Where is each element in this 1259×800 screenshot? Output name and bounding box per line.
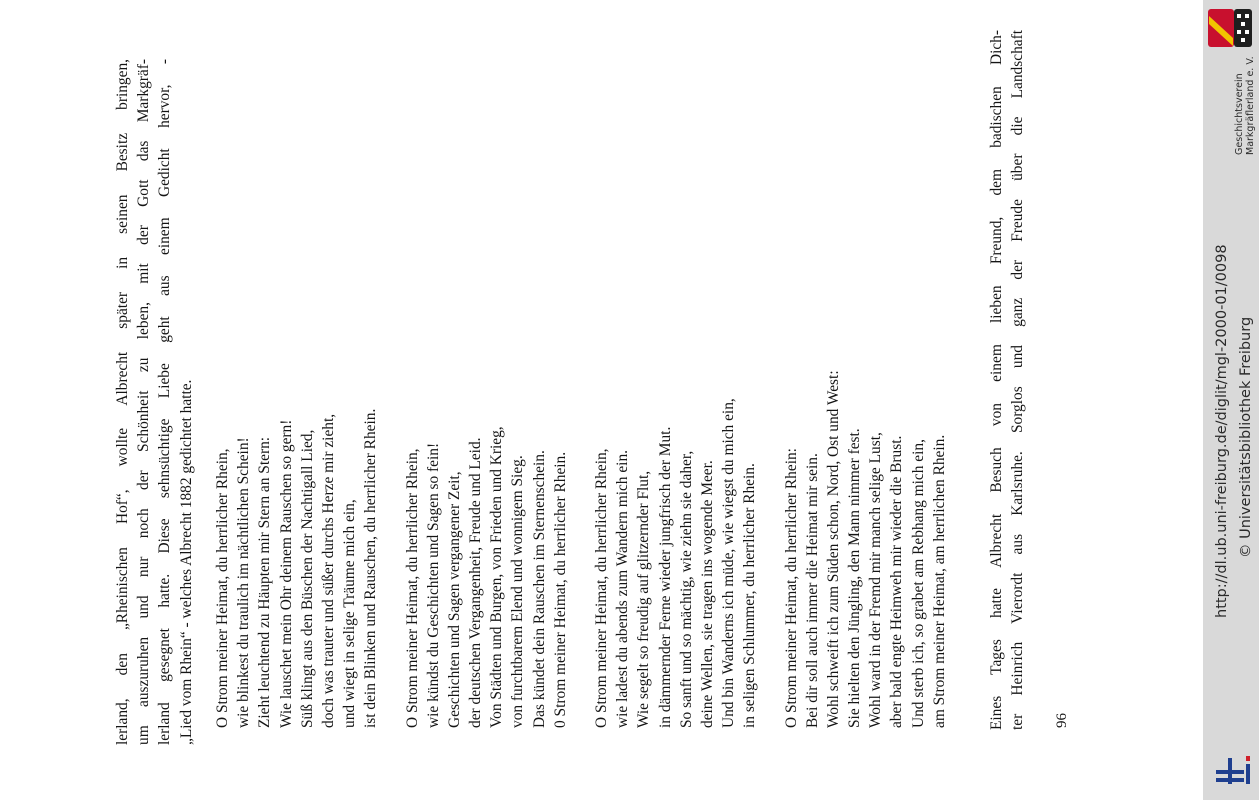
outro-paragraph bbox=[986, 30, 1028, 730]
intro-line: „Lied vom Rhein“ - welches Albrecht 1882 gedichtet hatte. bbox=[177, 379, 195, 745]
poem-line: wie blinkest du traulich im nächtlichen Schein! bbox=[235, 437, 253, 728]
poem-line: Und bin Wanderns ich müde, wie wiegst du mich ein, bbox=[720, 398, 738, 728]
poem-line: Sie hielten den Jüngling, den Mann nimmer fest. bbox=[846, 428, 864, 728]
poem-line: Süß klingt aus den Büschen der Nachtigall Lied, bbox=[298, 429, 316, 728]
intro-line: lerland, den „Rheinischen Hof“, wollte Albrecht später in seinen Besitz bringen, bbox=[114, 59, 131, 745]
poem-line: doch was trauter und süßer durchs Herze mir zieht, bbox=[319, 413, 337, 728]
poem-line: Wohl schweift ich zum Süden schon, Nord, Ost und West: bbox=[824, 370, 842, 728]
poem-line: Geschichten und Sagen vergangener Zeit, bbox=[445, 471, 463, 728]
intro-line: lerland gesegnet hatte. Diese sehnsüchtige Liebe geht aus einem Gedicht hervor, - bbox=[156, 59, 174, 745]
poem-line: der deutschen Vergangenheit, Freude und Leid. bbox=[467, 437, 485, 728]
poem-line: Das kündet dein Rauschen im Sternenschein. bbox=[530, 450, 548, 728]
copyright-text: © Universitätsbibliothek Freiburg bbox=[1238, 316, 1254, 558]
poem-line: und wiegt in selige Träume mich ein, bbox=[341, 499, 359, 728]
ub-freiburg-logo-icon bbox=[1210, 748, 1254, 788]
society-name-line2: Markgräflerland e. V. bbox=[1245, 56, 1256, 155]
poem-line: in seligen Schlummer, du herrlicher Rhein. bbox=[741, 463, 759, 728]
poem-line: O Strom meiner Heimat, du herrlicher Rhein, bbox=[214, 448, 231, 728]
coat-of-arms-icon bbox=[1207, 8, 1253, 48]
poem-line: 0 Strom meiner Heimat, du herrlicher Rhein. bbox=[551, 451, 569, 728]
poem-line: Bei dir soll auch immer die Heimat mir sein. bbox=[803, 453, 821, 728]
poem-line: Wohl ward in der Fremd mir manch selige Lust, bbox=[867, 432, 885, 728]
poem-line: Von Städten und Burgen, von Frieden und Krieg, bbox=[488, 426, 506, 728]
poem-stanza bbox=[402, 28, 572, 728]
poem-line: Wie lauschet mein Ohr deinem Rauschen so gern! bbox=[277, 419, 295, 728]
poem-line: wie ladest du abends zum Wandern mich ein. bbox=[614, 450, 632, 728]
poem-line: am Strom meiner Heimat, am herrlichen Rhein. bbox=[930, 434, 948, 728]
poem-stanza bbox=[591, 28, 761, 728]
poem-line: O Strom meiner Heimat, du herrlicher Rhein, bbox=[403, 448, 421, 728]
poem-line: deine Wellen, sie tragen ins wogende Meer. bbox=[698, 460, 716, 728]
poem-line: aber bald engte Heimweh mir wieder die Brust. bbox=[888, 435, 906, 728]
intro-line: um auszuruhen und nur noch der Schönheit zu leben, mit der Gott das Markgräf- bbox=[135, 59, 153, 745]
poem-stanza bbox=[212, 28, 382, 728]
poem-line: wie kündst du Geschichten und Sagen so fein! bbox=[424, 442, 442, 728]
poem-line: ist dein Blinken und Rauschen, du herrlicher Rhein. bbox=[362, 408, 380, 728]
society-name-line1: Geschichtsverein bbox=[1234, 73, 1245, 155]
poem-line: So sanft und so mächtig, wie ziehn sie daher, bbox=[677, 450, 695, 728]
page-number: 96 bbox=[1054, 713, 1070, 728]
poem-line: Wie segelt so freudig auf glitzernder Flut, bbox=[635, 470, 653, 728]
poem-stanza bbox=[781, 28, 951, 728]
intro-paragraph bbox=[112, 59, 197, 745]
source-url-link[interactable]: http://dl.ub.uni-freiburg.de/diglit/mgl-2000-01/0098 bbox=[1214, 244, 1230, 618]
poem-line: O Strom meiner Heimat, du herrlicher Rhein, bbox=[593, 448, 610, 728]
poem-line: in dämmernder Ferne wieder jungfrisch der Mut. bbox=[656, 426, 674, 728]
poem-line: Zieht leuchtend zu Häupten mir Stern an Stern: bbox=[256, 436, 274, 728]
outro-line: ter Heinrich Vierordt aus Karlsruhe. Sorglos und ganz der Freude über die Landschaft bbox=[1009, 30, 1027, 730]
poem-line: von furchtbarem Elend und wonnigem Sieg. bbox=[509, 455, 527, 728]
poem-line: Und sterb ich, so grabet am Rebhang mich ein, bbox=[909, 439, 927, 728]
poem bbox=[212, 28, 970, 728]
outro-line: Eines Tages hatte Albrecht Besuch von einem lieben Freund, dem badischen Dich- bbox=[988, 30, 1005, 730]
poem-line: O Strom meiner Heimat, du herrlicher Rhein: bbox=[782, 448, 800, 728]
